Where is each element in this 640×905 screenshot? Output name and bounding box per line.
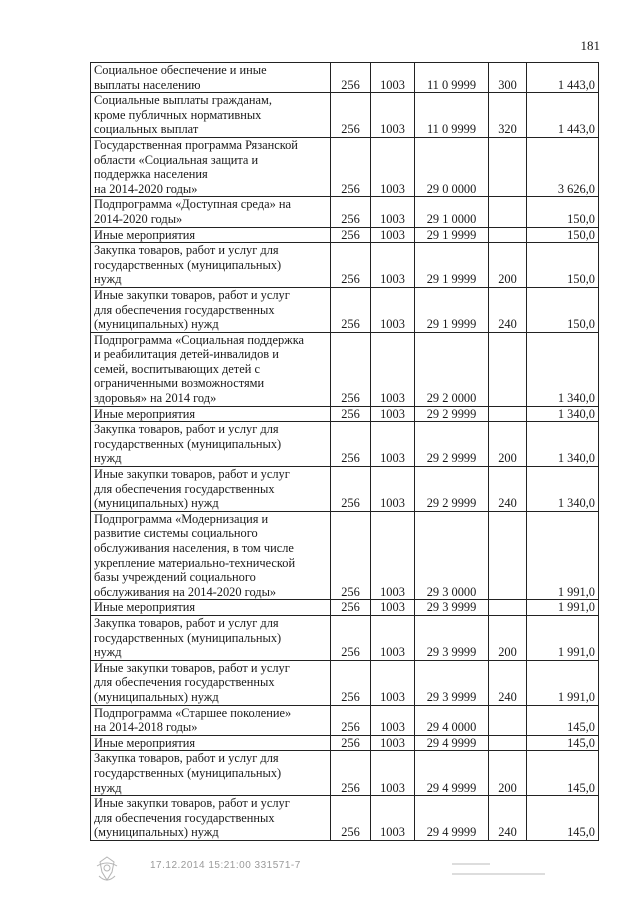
- row-amount: 1 991,0: [527, 615, 599, 660]
- row-expense-type: 240: [489, 660, 527, 705]
- row-amount: 150,0: [527, 287, 599, 332]
- row-target-article: 29 1 0000: [415, 197, 489, 227]
- row-amount: 150,0: [527, 197, 599, 227]
- row-name-cell: Иные мероприятия: [91, 406, 331, 422]
- row-department-code: 256: [331, 287, 371, 332]
- row-expense-type: [489, 600, 527, 616]
- row-name-cell: Закупка товаров, работ и услуг для государственных (муниципальных) нужд: [91, 751, 331, 796]
- row-amount: 1 340,0: [527, 332, 599, 406]
- row-department-code: 256: [331, 467, 371, 512]
- table-row: [91, 287, 599, 332]
- row-expense-type: 240: [489, 287, 527, 332]
- row-name-cell: Иные закупки товаров, работ и услуг для обеспечения государственных (муниципальных) нужд: [91, 660, 331, 705]
- row-amount: 145,0: [527, 751, 599, 796]
- row-target-article: 29 3 0000: [415, 511, 489, 600]
- row-name-cell: Подпрограмма «Доступная среда» на 2014-2020 годы»: [91, 197, 331, 227]
- row-section-code: 1003: [371, 422, 415, 467]
- row-department-code: 256: [331, 511, 371, 600]
- row-section-code: 1003: [371, 705, 415, 735]
- table-row: [91, 615, 599, 660]
- row-expense-type: [489, 511, 527, 600]
- row-expense-type: 300: [489, 63, 527, 93]
- row-target-article: 29 3 9999: [415, 615, 489, 660]
- row-section-code: 1003: [371, 660, 415, 705]
- row-target-article: 29 3 9999: [415, 600, 489, 616]
- row-section-code: 1003: [371, 615, 415, 660]
- row-expense-type: 240: [489, 796, 527, 841]
- row-expense-type: 200: [489, 243, 527, 288]
- row-section-code: 1003: [371, 243, 415, 288]
- table-row: [91, 735, 599, 751]
- faint-print-mark: [450, 856, 550, 882]
- row-department-code: 256: [331, 93, 371, 138]
- row-amount: 1 443,0: [527, 63, 599, 93]
- table-row: [91, 137, 599, 196]
- row-name-cell: Государственная программа Рязанской области «Социальная защита и поддержка населения на 2014-2020 годы»: [91, 137, 331, 196]
- row-target-article: 29 0 0000: [415, 137, 489, 196]
- row-expense-type: [489, 227, 527, 243]
- row-department-code: 256: [331, 600, 371, 616]
- row-target-article: 29 2 9999: [415, 406, 489, 422]
- row-section-code: 1003: [371, 137, 415, 196]
- row-amount: 150,0: [527, 243, 599, 288]
- row-section-code: 1003: [371, 751, 415, 796]
- row-target-article: 29 4 9999: [415, 751, 489, 796]
- table-row: [91, 660, 599, 705]
- row-expense-type: 200: [489, 751, 527, 796]
- row-expense-type: [489, 137, 527, 196]
- row-expense-type: [489, 197, 527, 227]
- row-amount: 1 340,0: [527, 467, 599, 512]
- print-timestamp: 17.12.2014 15:21:00 331571-7: [150, 860, 301, 871]
- row-amount: 145,0: [527, 735, 599, 751]
- row-section-code: 1003: [371, 467, 415, 512]
- row-department-code: 256: [331, 660, 371, 705]
- row-target-article: 11 0 9999: [415, 63, 489, 93]
- row-department-code: 256: [331, 796, 371, 841]
- row-target-article: 29 1 9999: [415, 287, 489, 332]
- row-department-code: 256: [331, 63, 371, 93]
- row-name-cell: Закупка товаров, работ и услуг для государственных (муниципальных) нужд: [91, 243, 331, 288]
- row-section-code: 1003: [371, 511, 415, 600]
- row-name-cell: Подпрограмма «Модернизация и развитие системы социального обслуживания населения, в том числе укрепление материально-технической базы учреждений социального обслуживания на 2014-2020 годы»: [91, 511, 331, 600]
- row-name-cell: Закупка товаров, работ и услуг для государственных (муниципальных) нужд: [91, 422, 331, 467]
- row-department-code: 256: [331, 615, 371, 660]
- row-expense-type: 200: [489, 422, 527, 467]
- row-amount: 1 340,0: [527, 422, 599, 467]
- row-amount: 3 626,0: [527, 137, 599, 196]
- row-department-code: 256: [331, 332, 371, 406]
- row-target-article: 29 1 9999: [415, 243, 489, 288]
- row-department-code: 256: [331, 197, 371, 227]
- row-amount: 1 991,0: [527, 511, 599, 600]
- row-name-cell: Социальное обеспечение и иные выплаты населению: [91, 63, 331, 93]
- row-department-code: 256: [331, 137, 371, 196]
- row-section-code: 1003: [371, 332, 415, 406]
- row-expense-type: 240: [489, 467, 527, 512]
- table-row: [91, 406, 599, 422]
- row-target-article: 29 4 0000: [415, 705, 489, 735]
- row-department-code: 256: [331, 751, 371, 796]
- row-expense-type: [489, 735, 527, 751]
- row-section-code: 1003: [371, 735, 415, 751]
- row-name-cell: Иные закупки товаров, работ и услуг для обеспечения государственных (муниципальных) нужд: [91, 796, 331, 841]
- row-amount: 145,0: [527, 705, 599, 735]
- table-row: [91, 197, 599, 227]
- row-section-code: 1003: [371, 600, 415, 616]
- row-amount: 1 991,0: [527, 660, 599, 705]
- table-row: [91, 93, 599, 138]
- row-department-code: 256: [331, 406, 371, 422]
- row-section-code: 1003: [371, 406, 415, 422]
- table-row: [91, 332, 599, 406]
- table-row: [91, 600, 599, 616]
- table-row: [91, 705, 599, 735]
- page-number: 181: [580, 38, 600, 53]
- table-row: [91, 243, 599, 288]
- row-name-cell: Иные мероприятия: [91, 735, 331, 751]
- row-section-code: 1003: [371, 287, 415, 332]
- row-target-article: 29 2 9999: [415, 422, 489, 467]
- row-department-code: 256: [331, 227, 371, 243]
- row-section-code: 1003: [371, 227, 415, 243]
- row-expense-type: 320: [489, 93, 527, 138]
- row-expense-type: [489, 705, 527, 735]
- row-name-cell: Иные мероприятия: [91, 600, 331, 616]
- row-amount: 1 443,0: [527, 93, 599, 138]
- row-target-article: 29 4 9999: [415, 796, 489, 841]
- row-target-article: 29 1 9999: [415, 227, 489, 243]
- page-footer: [0, 852, 640, 892]
- row-target-article: 29 2 9999: [415, 467, 489, 512]
- row-section-code: 1003: [371, 796, 415, 841]
- row-department-code: 256: [331, 735, 371, 751]
- row-target-article: 29 4 9999: [415, 735, 489, 751]
- row-amount: 1 991,0: [527, 600, 599, 616]
- row-name-cell: Социальные выплаты гражданам, кроме публичных нормативных социальных выплат: [91, 93, 331, 138]
- row-expense-type: [489, 406, 527, 422]
- row-name-cell: Закупка товаров, работ и услуг для государственных (муниципальных) нужд: [91, 615, 331, 660]
- row-name-cell: Подпрограмма «Старшее поколение» на 2014-2018 годы»: [91, 705, 331, 735]
- table-row: [91, 751, 599, 796]
- table-row: [91, 467, 599, 512]
- budget-table: [90, 62, 599, 841]
- row-expense-type: 200: [489, 615, 527, 660]
- row-name-cell: Иные мероприятия: [91, 227, 331, 243]
- row-amount: 1 340,0: [527, 406, 599, 422]
- table-row: [91, 511, 599, 600]
- row-department-code: 256: [331, 422, 371, 467]
- row-amount: 150,0: [527, 227, 599, 243]
- row-department-code: 256: [331, 705, 371, 735]
- row-target-article: 29 2 0000: [415, 332, 489, 406]
- row-department-code: 256: [331, 243, 371, 288]
- row-name-cell: Иные закупки товаров, работ и услуг для обеспечения государственных (муниципальных) нужд: [91, 467, 331, 512]
- coat-of-arms-icon: [92, 854, 122, 886]
- row-section-code: 1003: [371, 93, 415, 138]
- row-section-code: 1003: [371, 197, 415, 227]
- row-section-code: 1003: [371, 63, 415, 93]
- table-row: [91, 63, 599, 93]
- table-row: [91, 227, 599, 243]
- row-target-article: 11 0 9999: [415, 93, 489, 138]
- row-expense-type: [489, 332, 527, 406]
- row-name-cell: Иные закупки товаров, работ и услуг для обеспечения государственных (муниципальных) нужд: [91, 287, 331, 332]
- row-target-article: 29 3 9999: [415, 660, 489, 705]
- row-amount: 145,0: [527, 796, 599, 841]
- row-name-cell: Подпрограмма «Социальная поддержка и реабилитация детей-инвалидов и семей, воспитывающих детей с ограниченными возможностями здоровья» на 2014 год»: [91, 332, 331, 406]
- table-row: [91, 796, 599, 841]
- table-row: [91, 422, 599, 467]
